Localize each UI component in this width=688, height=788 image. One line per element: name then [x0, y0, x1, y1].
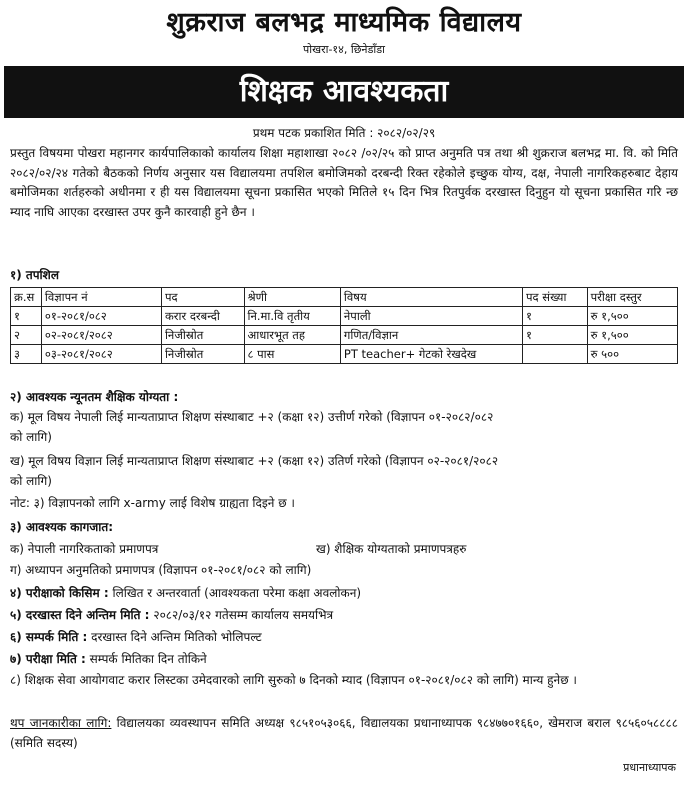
qualification-ka-cont: को लागि) [10, 430, 52, 444]
signature-title: प्रधानाध्यापक [623, 761, 676, 774]
exam-date-label: ७) परीक्षा मिति : [10, 652, 86, 666]
deadline-line [10, 606, 678, 623]
cell [523, 345, 588, 364]
col-posts: पद संख्या [523, 288, 588, 307]
document-ka: क) नेपाली नागरिकताको प्रमाणपत्र [10, 542, 159, 556]
section8-paragraph: ८) शिक्षक सेवा आयोगवाट करार लिस्टका उमेदवारको लागि सुरुको ७ दिनको म्याद (विज्ञापन ०१-२०८१/०८२ को लागि) मान्य हुनेछ । [10, 673, 577, 687]
cell: १ [523, 326, 588, 345]
cell: २ [11, 326, 42, 345]
school-name: शुक्रराज बलभद्र माध्यमिक विद्यालय [166, 7, 522, 38]
section2-heading: २) आवश्यक न्यूनतम शैक्षिक योग्यता : [10, 390, 179, 404]
cell: ०१-२०८१/०८२ [41, 307, 161, 326]
col-sn: क्र.स [11, 288, 42, 307]
cell: गणित/विज्ञान [340, 326, 522, 345]
contact-label: थप जानकारीका लागि: [10, 716, 112, 730]
exam-date-line [10, 650, 678, 667]
col-post: पद [161, 288, 244, 307]
col-level: श्रेणी [244, 288, 340, 307]
exam-date-value: सम्पर्क मितिका दिन तोकिने [89, 652, 207, 666]
exam-type-value: लिखित र अन्तरवार्ता (आवश्यकता परेमा कक्षा अवलोकन) [112, 586, 362, 600]
cell: नि.मा.वि तृतीय [244, 307, 340, 326]
contact-text: विद्यालयका व्यवस्थापन समिति अध्यक्ष ९८५१०५३०६६, विद्यालयका प्रधानाध्यापक ९८४७७०१६६०, खेमराज बराल ९८५६०५८८८८ (समिति सदस्य) [10, 716, 678, 750]
exam-type-line [10, 584, 678, 601]
documents-row-1 [10, 540, 678, 557]
qualification-kha: ख) मूल विषय विज्ञान लिई मान्यताप्राप्त शिक्षण संस्थाबाट +२ (कक्षा १२) उतिर्ण गरेको (विज्ञापन ०२-२०८१/२०८२ [10, 454, 499, 468]
qualification-note: नोट: ३) विज्ञापनको लागि x-army लाई विशेष ग्राह्यता दिइने छ । [10, 496, 295, 510]
table-header-row [11, 288, 678, 307]
contact-date-line [10, 628, 678, 645]
cell: PT teacher+ गेटको रेखदेख [340, 345, 522, 364]
intro-paragraph: प्रस्तुत विषयमा पोखरा महानगर कार्यपालिकाको कार्यालय शिक्षा महाशाखा २०८२ /०२/२५ को प्राप्त अनुमति पत्र तथा श्री शुक्रराज बलभद्र मा. वि. को मिति २०८२/०२/२४ गतेको बैठकको निर्णय अनुसार यस विद्यालयमा तपशिल बमोजिमको दरबन्दी रिक्त रहेकोले इच्छुक योग्य, दक्ष, नेपाली नागरिकहरुबाट देहाय बमोजिमका शर्तहरुको अधीनमा र ही यस विद्यालयमा सूचना प्रकासित भएको मितिले १५ दिन भित्र रितपुर्वक दरखास्त दिनुहुन यो सूचना प्रकासित गरि न्छ म्याद नाघि आएका दरखास्त उपर कुनै कारवाही हुने छैन । [10, 146, 678, 219]
cell: निजीस्रोत [161, 326, 244, 345]
section3-heading: ३) आवश्यक कागजात: [10, 520, 114, 534]
table-row [11, 326, 678, 345]
cell: १ [523, 307, 588, 326]
school-address: पोखरा-१४, छिनेडाँडा [303, 43, 385, 56]
table-row [11, 345, 678, 364]
contact-date-value: दरखास्त दिने अन्तिम मितिको भोलिपल्ट [91, 630, 262, 644]
cell: निजीस्रोत [161, 345, 244, 364]
cell: रु १,५०० [587, 326, 677, 345]
cell: नेपाली [340, 307, 522, 326]
col-subject: विषय [340, 288, 522, 307]
cell: रु १,५०० [587, 307, 677, 326]
col-ad-no: विज्ञापन नं [41, 288, 161, 307]
cell: रु ५०० [587, 345, 677, 364]
qualification-kha-cont: को लागि) [10, 474, 52, 488]
vacancy-table [10, 287, 678, 364]
cell: आधारभूत तह [244, 326, 340, 345]
cell: ०२-२०८१/२०८२ [41, 326, 161, 345]
table-row [11, 307, 678, 326]
document-kha: ख) शैक्षिक योग्यताको प्रमाणपत्रहरु [316, 542, 467, 556]
published-date: प्रथम पटक प्रकाशित मिति : २०८२/०२/२९ [252, 126, 436, 140]
section1-heading: १) तपशिल [10, 268, 59, 282]
document-ga: ग) अध्यापन अनुमतिको प्रमाणपत्र (विज्ञापन ०१-२०८१/०८२ को लागि) [10, 563, 312, 577]
exam-type-label: ४) परीक्षाको किसिम : [10, 586, 109, 600]
qualification-ka: क) मूल विषय नेपाली लिई मान्यताप्राप्त शिक्षण संस्थाबाट +२ (कक्षा १२) उत्तीर्ण गरेको (विज्ञापन ०१-२०८२/०८२ [10, 410, 494, 424]
cell: ३ [11, 345, 42, 364]
notice-banner: शिक्षक आवश्यकता [4, 66, 684, 118]
contact-paragraph [10, 713, 678, 753]
col-fee: परीक्षा दस्तुर [587, 288, 677, 307]
cell: करार दरबन्दी [161, 307, 244, 326]
contact-date-label: ६) सम्पर्क मिति : [10, 630, 88, 644]
cell: ८ पास [244, 345, 340, 364]
cell: १ [11, 307, 42, 326]
deadline-label: ५) दरखास्त दिने अन्तिम मिति : [10, 608, 150, 622]
cell: ०३-२०८१/२०८२ [41, 345, 161, 364]
deadline-value: २०८२/०३/१२ गतेसम्म कार्यालय समयभित्र [153, 608, 334, 622]
